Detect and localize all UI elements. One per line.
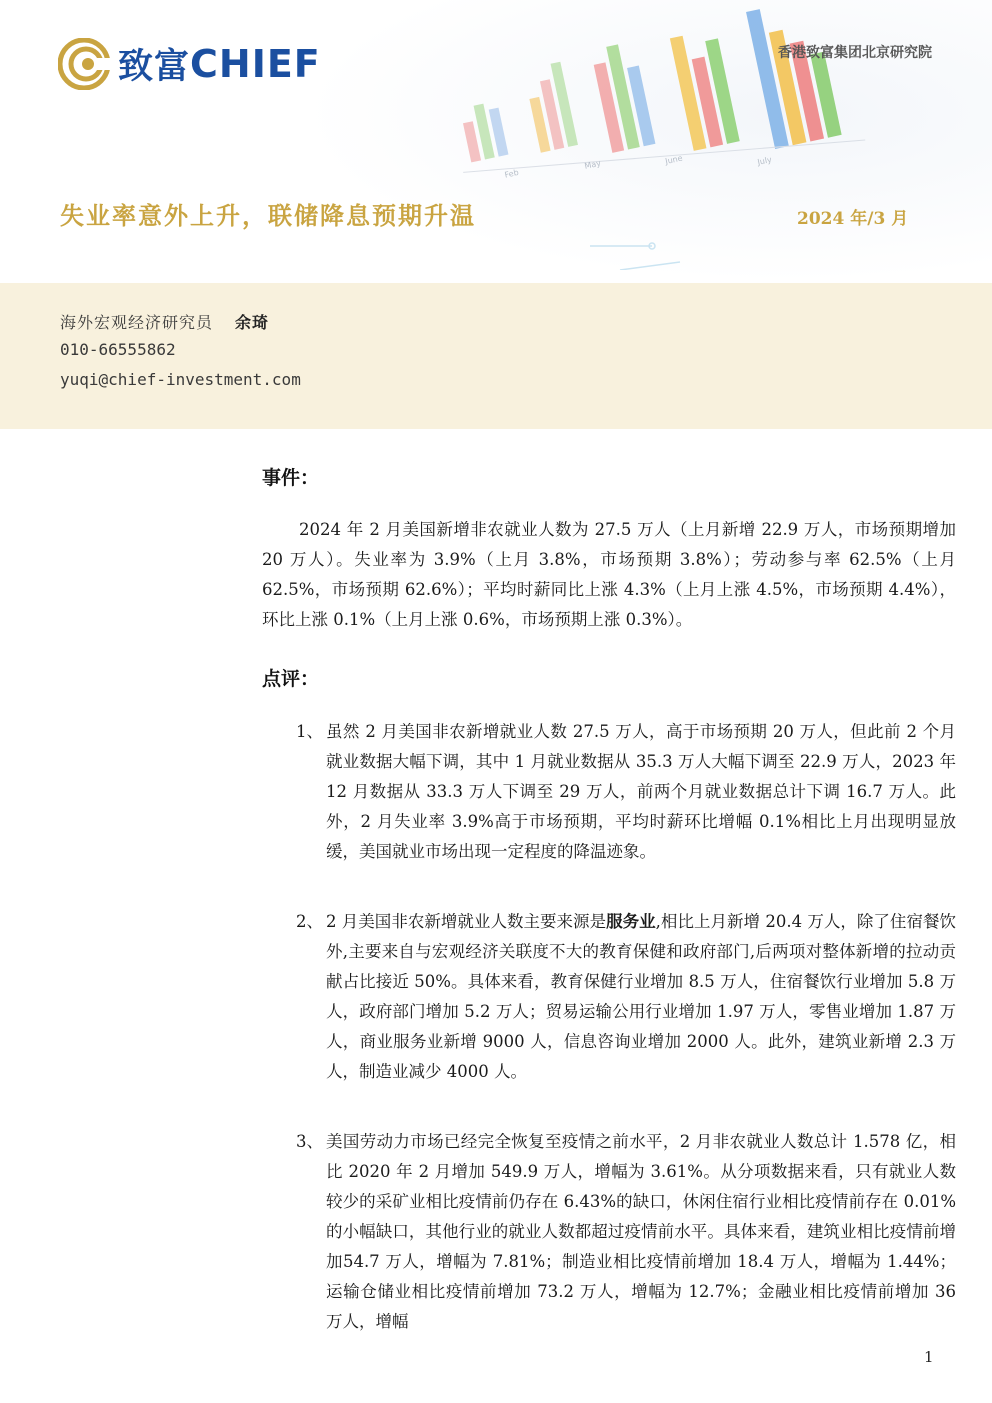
author-email-link[interactable]: yuqi@chief-investment.com: [60, 370, 301, 389]
logo-mark-icon: [58, 38, 110, 90]
report-date: 2024 年/3 月: [797, 209, 909, 229]
review-item-1: [296, 717, 956, 867]
author-role-line: [60, 310, 269, 333]
review-item-number: 1、: [296, 722, 323, 741]
logo-text-cn: 致富: [118, 47, 191, 87]
review-item-text: 美国劳动力市场已经完全恢复至疫情之前水平，2 月非农就业人数总计 1.578 亿，相比 2020 年 2 月增加 549.9 万人，增幅为 3.61%。从分项数据来看，只有就业人数较少的采矿业相比疫情前仍存在 6.43%的缺口，休闲住宿行业相比疫情前存在 0.01%的小幅缺口，其他行业的就业人数都超过疫情前水平。具体来看，建筑业相比疫情前增加54.7 万人，增幅为 7.81%；制造业相比疫情前增加 18.4 万人，增幅为 1.44%；运输仓储业相比疫情前增加 73.2 万人，增幅为 12.7%；金融业相比疫情前增加 36 万人，增幅: [326, 1132, 956, 1331]
report-title: 失业率意外上升，联储降息预期升温: [60, 201, 476, 230]
author-name: 余琦: [235, 313, 270, 332]
review-item-3: [296, 1127, 956, 1337]
company-logo: [58, 38, 321, 90]
chart-label-june: June: [664, 153, 684, 166]
review-item-text-part: 2 月美国非农新增就业人数主要来源是: [326, 912, 607, 931]
event-heading: 事件：: [262, 467, 320, 489]
chart-label-july: July: [756, 155, 773, 167]
author-role: 海外宏观经济研究员: [60, 313, 214, 332]
report-header: [0, 0, 992, 283]
review-item-2: [296, 907, 956, 1087]
author-phone: 010-66555862: [60, 340, 176, 359]
page-number: 1: [924, 1348, 934, 1366]
institute-name: 香港致富集团北京研究院: [778, 45, 932, 61]
author-info-panel: [0, 283, 992, 429]
review-item-text-part: ,相比上月新增 20.4 万人，除了住宿餐饮外,主要来自与宏观经济关联度不大的教育保健和政府部门,后两项对整体新增的拉动贡献占比接近 50%。具体来看，教育保健行业增加 8.5 万人，住宿餐饮行业增加 5.8 万人，政府部门增加 5.2 万人；贸易运输公用行业增加 1.97 万人，零售业增加 1.87 万人，商业服务业新增 9000 人，信息咨询业增加 2000 人。此外，建筑业新增 2.3 万人，制造业减少 4000 人。: [326, 912, 956, 1081]
decorative-bar-chart-image: [440, 0, 992, 270]
review-item-number: 2、: [296, 912, 323, 931]
review-item-text: 虽然 2 月美国非农新增就业人数 27.5 万人，高于市场预期 20 万人，但此前 2 个月就业数据大幅下调，其中 1 月就业数据从 35.3 万人大幅下调至 22.9 万人，2023 年 12 月数据从 33.3 万人下调至 29 万人，前两个月就业数据总计下调 16.7 万人。此外，2 月失业率 3.9%高于市场预期，平均时薪环比增幅 0.1%相比上月出现明显放缓，美国就业市场出现一定程度的降温迹象。: [326, 722, 956, 861]
chart-label-may: May: [583, 158, 602, 171]
review-item-text: [326, 907, 956, 1087]
review-heading: 点评：: [262, 668, 320, 690]
chart-label-feb: Feb: [503, 167, 520, 180]
review-item-bold-term: 服务业: [606, 912, 656, 931]
logo-text-en: CHIEF: [190, 42, 321, 86]
review-item-number: 3、: [296, 1132, 323, 1151]
event-paragraph: 2024 年 2 月美国新增非农就业人数为 27.5 万人（上月新增 22.9 万人，市场预期增加 20 万人）。失业率为 3.9%（上月 3.8%，市场预期 3.8%）；劳动参与率 62.5%（上月 62.5%，市场预期 62.6%）；平均时薪同比上涨 4.3%（上月上涨 4.5%，市场预期 4.4%），环比上涨 0.1%（上月上涨 0.6%，市场预期上涨 0.3%）。: [262, 520, 956, 629]
